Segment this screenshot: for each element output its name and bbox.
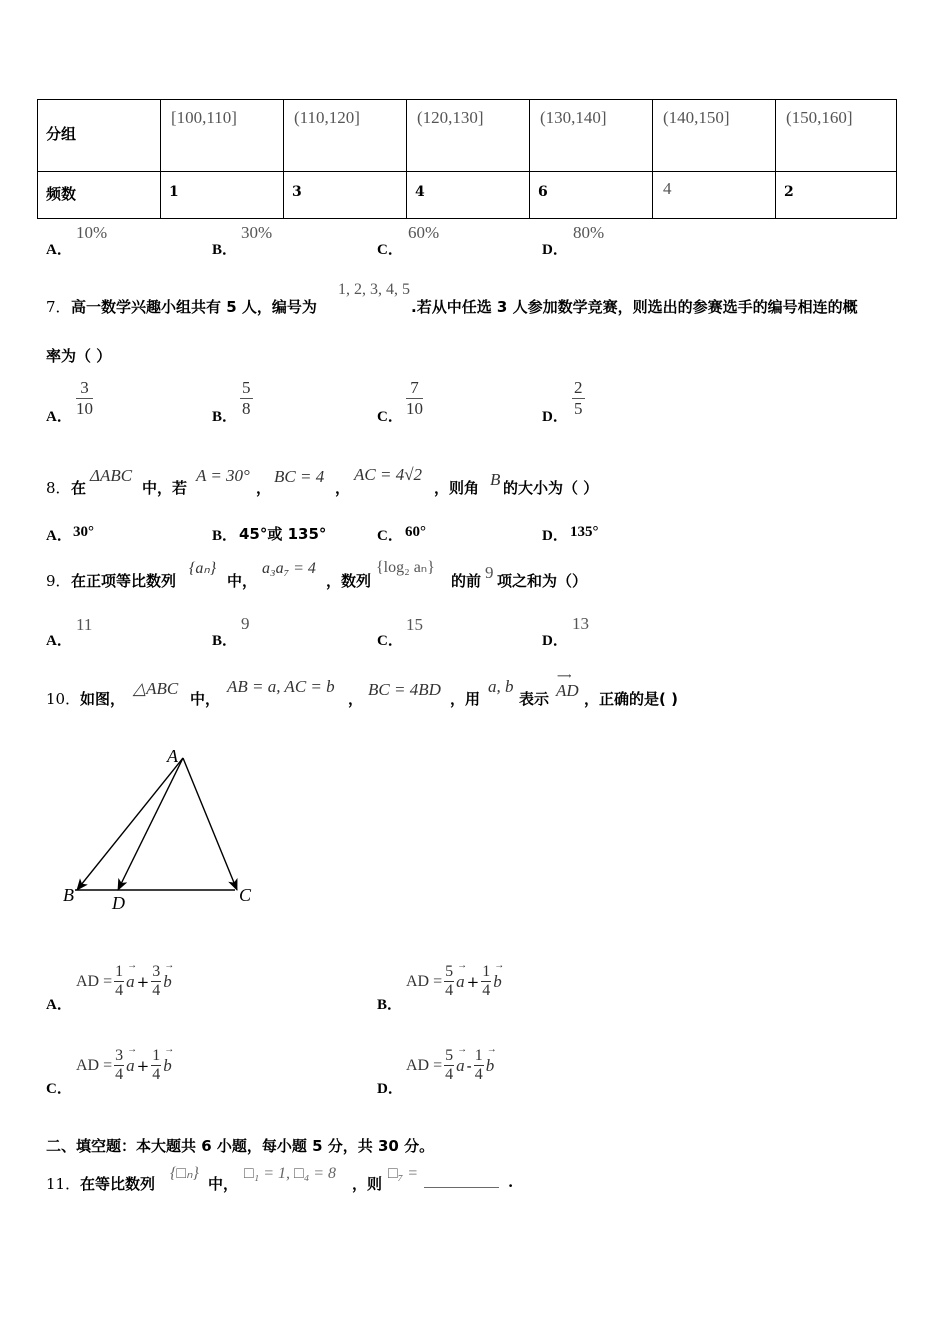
question-text: ， bbox=[335, 479, 351, 497]
table-cell bbox=[407, 100, 530, 172]
expression-lhs: AD = bbox=[406, 972, 443, 990]
freq-value: 3 bbox=[292, 184, 302, 200]
option-label: C． bbox=[46, 1081, 72, 1097]
freq-value: 4 bbox=[415, 184, 425, 200]
denominator: 4 bbox=[445, 982, 454, 999]
numerator: 3 bbox=[76, 378, 93, 399]
interval: (120,130] bbox=[417, 108, 484, 127]
option-value: 60% bbox=[408, 223, 440, 242]
question-text: 表示 bbox=[519, 690, 550, 708]
question-text: .若从中任选 3 人参加数学竞赛，则选出的参赛选手的编号相连的概 bbox=[411, 298, 858, 316]
option-label: A． bbox=[46, 528, 72, 544]
question-number: 8． bbox=[46, 479, 71, 497]
vector-a: → a bbox=[456, 1056, 465, 1076]
coefficient bbox=[444, 963, 454, 1000]
table-cell bbox=[161, 172, 284, 219]
triangle-figure bbox=[55, 740, 275, 920]
question-text: 在等比数列 bbox=[80, 1175, 156, 1193]
vector-a: → a bbox=[126, 1056, 135, 1076]
denominator: 10 bbox=[406, 399, 423, 418]
expression-lhs: AD = bbox=[76, 1056, 113, 1074]
expression-lhs: AD = bbox=[76, 972, 113, 990]
math-expression: {□ₙ} bbox=[170, 1165, 199, 1182]
operator: + bbox=[466, 972, 480, 991]
label-c: C bbox=[239, 885, 252, 905]
denominator: 10 bbox=[76, 399, 93, 418]
option-label: C． bbox=[377, 633, 403, 649]
option-label: B． bbox=[212, 409, 238, 425]
denominator: 4 bbox=[445, 1066, 454, 1083]
option-label: A． bbox=[46, 633, 72, 649]
question-text: ，则角 bbox=[434, 479, 480, 497]
expression-lhs: AD = bbox=[406, 1056, 443, 1074]
question-text: 在 bbox=[71, 479, 87, 497]
math-expression: {log₂ aₙ} bbox=[376, 559, 435, 576]
table-cell bbox=[530, 100, 653, 172]
option-label: B． bbox=[212, 528, 238, 544]
numerator: 1 bbox=[474, 1047, 483, 1064]
math-expression: A = 30° bbox=[196, 466, 250, 485]
table-row bbox=[38, 172, 897, 219]
option-value: 15 bbox=[406, 615, 423, 634]
option-value: 60° bbox=[405, 524, 426, 540]
vector-b: → b bbox=[163, 1056, 172, 1076]
math-expression: a, b bbox=[488, 677, 514, 696]
option-value: 9 bbox=[241, 614, 250, 633]
interval: [100,110] bbox=[171, 108, 237, 127]
question-text: ，用 bbox=[450, 690, 481, 708]
question-text: 的前 bbox=[451, 572, 482, 590]
numerator: 1 bbox=[152, 1047, 161, 1064]
denominator: 4 bbox=[152, 982, 161, 999]
denominator: 4 bbox=[482, 982, 491, 999]
numerator: 5 bbox=[445, 963, 454, 980]
header-label: 分组 bbox=[46, 125, 77, 143]
numerator: 5 bbox=[242, 378, 251, 397]
table-cell bbox=[653, 100, 776, 172]
table-cell bbox=[38, 172, 161, 219]
table-row bbox=[38, 100, 897, 172]
option-expression bbox=[406, 1047, 494, 1084]
denominator: 8 bbox=[242, 399, 251, 418]
option-value: 30% bbox=[241, 223, 273, 242]
numerator: 1 bbox=[115, 963, 124, 980]
question-text: ， bbox=[256, 479, 272, 497]
table-cell bbox=[38, 100, 161, 172]
denominator: 4 bbox=[115, 982, 124, 999]
math-expression: a₃a₇ = 4 bbox=[262, 560, 316, 577]
option-fraction bbox=[240, 378, 253, 419]
option-fraction bbox=[406, 378, 423, 419]
section-heading: 二、填空题：本大题共 6 小题，每小题 5 分，共 30 分。 bbox=[46, 1137, 435, 1155]
label-b: B bbox=[63, 885, 74, 905]
operator: + bbox=[136, 1056, 150, 1075]
coefficient bbox=[151, 963, 161, 1000]
option-label: B． bbox=[212, 633, 238, 649]
question-text: 如图， bbox=[80, 690, 126, 708]
option-fraction bbox=[76, 378, 93, 419]
math-expression: AC = 4√2 bbox=[354, 465, 423, 484]
label-d: D bbox=[112, 893, 125, 913]
coefficient bbox=[114, 963, 124, 1000]
operator: - bbox=[466, 1056, 472, 1075]
math-expression: □₇ = bbox=[388, 1165, 419, 1182]
question-text: ， bbox=[348, 690, 364, 708]
question-text: 项之和为（） bbox=[497, 572, 588, 590]
numerator: 5 bbox=[445, 1047, 454, 1064]
question-text: . bbox=[508, 1173, 514, 1191]
freq-value: 1 bbox=[169, 184, 179, 200]
option-label: D． bbox=[377, 1081, 403, 1097]
vector-ab bbox=[77, 758, 183, 890]
vector-b: → b bbox=[163, 972, 172, 992]
option-label: B． bbox=[212, 242, 238, 258]
option-label: A． bbox=[46, 997, 72, 1013]
question-text: 中， bbox=[208, 1175, 239, 1193]
option-value: 11 bbox=[76, 615, 93, 634]
question-number: 11． bbox=[46, 1175, 81, 1193]
vector-ac bbox=[183, 758, 237, 890]
numerator: 3 bbox=[152, 963, 161, 980]
vector-arrow-icon: ⟶ bbox=[557, 671, 571, 682]
math-expression: AB = a, AC = b bbox=[227, 677, 335, 696]
math-expression: □₁ = 1, □₄ = 8 bbox=[244, 1165, 337, 1182]
coefficient bbox=[474, 1047, 484, 1084]
answer-blank[interactable]: __________ bbox=[424, 1170, 499, 1188]
coefficient bbox=[444, 1047, 454, 1084]
math-expression: ΔABC bbox=[90, 466, 133, 485]
freq-value: 4 bbox=[663, 179, 672, 198]
math-expression: △ABC bbox=[133, 679, 179, 698]
interval: (130,140] bbox=[540, 108, 607, 127]
option-expression bbox=[76, 963, 172, 1000]
option-label: A． bbox=[46, 242, 72, 258]
table-cell bbox=[161, 100, 284, 172]
numerator: 1 bbox=[482, 963, 491, 980]
freq-value: 2 bbox=[784, 184, 794, 200]
table-cell bbox=[407, 172, 530, 219]
question-text: 在正项等比数列 bbox=[71, 572, 177, 590]
freq-label: 频数 bbox=[46, 185, 77, 203]
table-cell bbox=[530, 172, 653, 219]
question-text: ，则 bbox=[352, 1175, 383, 1193]
option-label: C． bbox=[377, 409, 403, 425]
option-value: 80% bbox=[573, 223, 605, 242]
coefficient bbox=[151, 1047, 161, 1084]
math-expression: 9 bbox=[485, 563, 494, 582]
vector-b: → b bbox=[493, 972, 502, 992]
denominator: 4 bbox=[152, 1066, 161, 1083]
vector-b: → b bbox=[486, 1056, 495, 1076]
option-value: 45°或 135° bbox=[239, 525, 327, 543]
question-text: 率为（ ） bbox=[46, 347, 112, 365]
coefficient bbox=[114, 1047, 124, 1084]
numerator: 7 bbox=[406, 378, 423, 399]
option-fraction bbox=[572, 378, 585, 419]
option-value: 10% bbox=[76, 223, 108, 242]
option-label: D． bbox=[542, 528, 568, 544]
math-expression: {aₙ} bbox=[189, 560, 217, 577]
denominator: 5 bbox=[574, 399, 583, 418]
vector-a: → a bbox=[126, 972, 135, 992]
question-text: ，正确的是( ) bbox=[584, 690, 678, 708]
option-label: D． bbox=[542, 409, 568, 425]
label-a: A bbox=[167, 746, 178, 766]
table-cell bbox=[776, 172, 897, 219]
option-value: 135° bbox=[570, 524, 599, 540]
option-expression bbox=[76, 1047, 172, 1084]
numerator: 3 bbox=[115, 1047, 124, 1064]
question-text: 中， bbox=[227, 572, 258, 590]
option-value: 13 bbox=[572, 614, 589, 633]
math-expression: 1, 2, 3, 4, 5 bbox=[338, 281, 410, 298]
option-label: B． bbox=[377, 997, 403, 1013]
option-label: C． bbox=[377, 528, 403, 544]
option-label: A． bbox=[46, 409, 72, 425]
interval: (150,160] bbox=[786, 108, 853, 127]
question-number: 7． bbox=[46, 298, 71, 316]
denominator: 4 bbox=[474, 1066, 483, 1083]
question-text: 中， bbox=[190, 690, 221, 708]
vector-a: → a bbox=[456, 972, 465, 992]
table-cell bbox=[776, 100, 897, 172]
interval: (140,150] bbox=[663, 108, 730, 127]
table-cell bbox=[284, 172, 407, 219]
question-text: 中，若 bbox=[142, 479, 188, 497]
math-expression: BC = 4 bbox=[274, 467, 325, 486]
denominator: 4 bbox=[115, 1066, 124, 1083]
option-expression bbox=[406, 963, 502, 1000]
question-text: 高一数学兴趣小组共有 5 人，编号为 bbox=[71, 298, 317, 316]
coefficient bbox=[481, 963, 491, 1000]
math-expression: BC = 4BD bbox=[368, 680, 441, 699]
operator: + bbox=[136, 972, 150, 991]
table-cell bbox=[653, 172, 776, 219]
frequency-table bbox=[37, 99, 897, 219]
question-number: 10． bbox=[46, 690, 81, 708]
math-expression: B bbox=[490, 470, 501, 489]
question-number: 9． bbox=[46, 572, 71, 590]
question-text: ，数列 bbox=[326, 572, 372, 590]
option-value: 30° bbox=[73, 524, 94, 540]
option-label: C． bbox=[377, 242, 403, 258]
math-expression: AD bbox=[556, 681, 579, 700]
vector-ad bbox=[118, 758, 183, 890]
interval: (110,120] bbox=[294, 108, 360, 127]
option-label: D． bbox=[542, 633, 568, 649]
freq-value: 6 bbox=[538, 184, 548, 200]
table-cell bbox=[284, 100, 407, 172]
numerator: 2 bbox=[574, 378, 583, 397]
question-text: 的大小为（ ） bbox=[503, 479, 599, 497]
option-label: D． bbox=[542, 242, 568, 258]
